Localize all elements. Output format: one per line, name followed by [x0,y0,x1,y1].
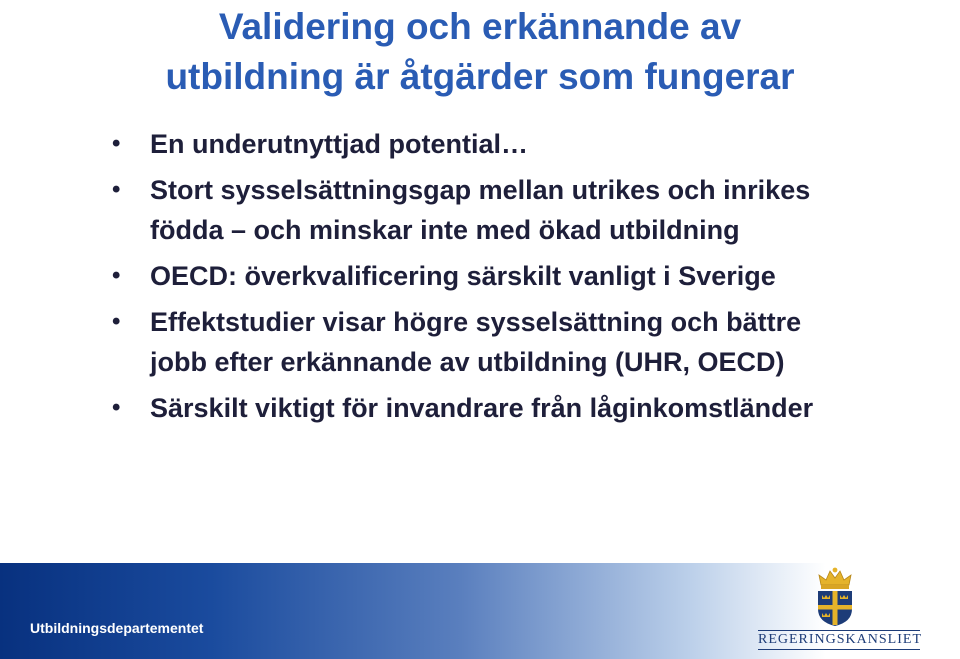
slide-title [0,2,960,102]
bullet-text: OECD: överkvalificering särskilt vanligt i Sverige [150,261,776,291]
bullet-item [100,124,950,164]
bullet-text: Stort sysselsättningsgap mellan utrikes och inrikes [150,175,811,205]
bullet-item [100,256,950,296]
bullet-text: jobb efter erkännande av utbildning (UHR, OECD) [150,347,785,377]
bullet-text: Särskilt viktigt för invandrare från låginkomstländer [150,393,814,423]
bullet-icon: • [112,308,121,335]
bullet-icon: • [112,130,121,157]
bullet-item [100,170,950,250]
bullet-list [100,124,950,434]
bullet-icon: • [112,394,121,421]
department-label: Utbildningsdepartementet [30,620,204,636]
slide-title-line-2: utbildning är åtgärder som fungerar [165,56,795,97]
crown-shield-icon [812,567,858,627]
logo-wordmark: REGERINGSKANSLIET [758,630,920,650]
regeringskansliet-logo [758,567,930,655]
bullet-text: En underutnyttjad potential… [150,129,528,159]
bullet-text: födda – och minskar inte med ökad utbildning [150,215,740,245]
bullet-icon: • [112,262,121,289]
slide-title-line-1: Validering och erkännande av [218,6,742,47]
bullet-item [100,388,950,428]
bullet-icon: • [112,176,121,203]
footer-band [0,563,960,659]
bullet-text: Effektstudier visar högre sysselsättning och bättre [150,307,802,337]
bullet-item [100,302,950,382]
